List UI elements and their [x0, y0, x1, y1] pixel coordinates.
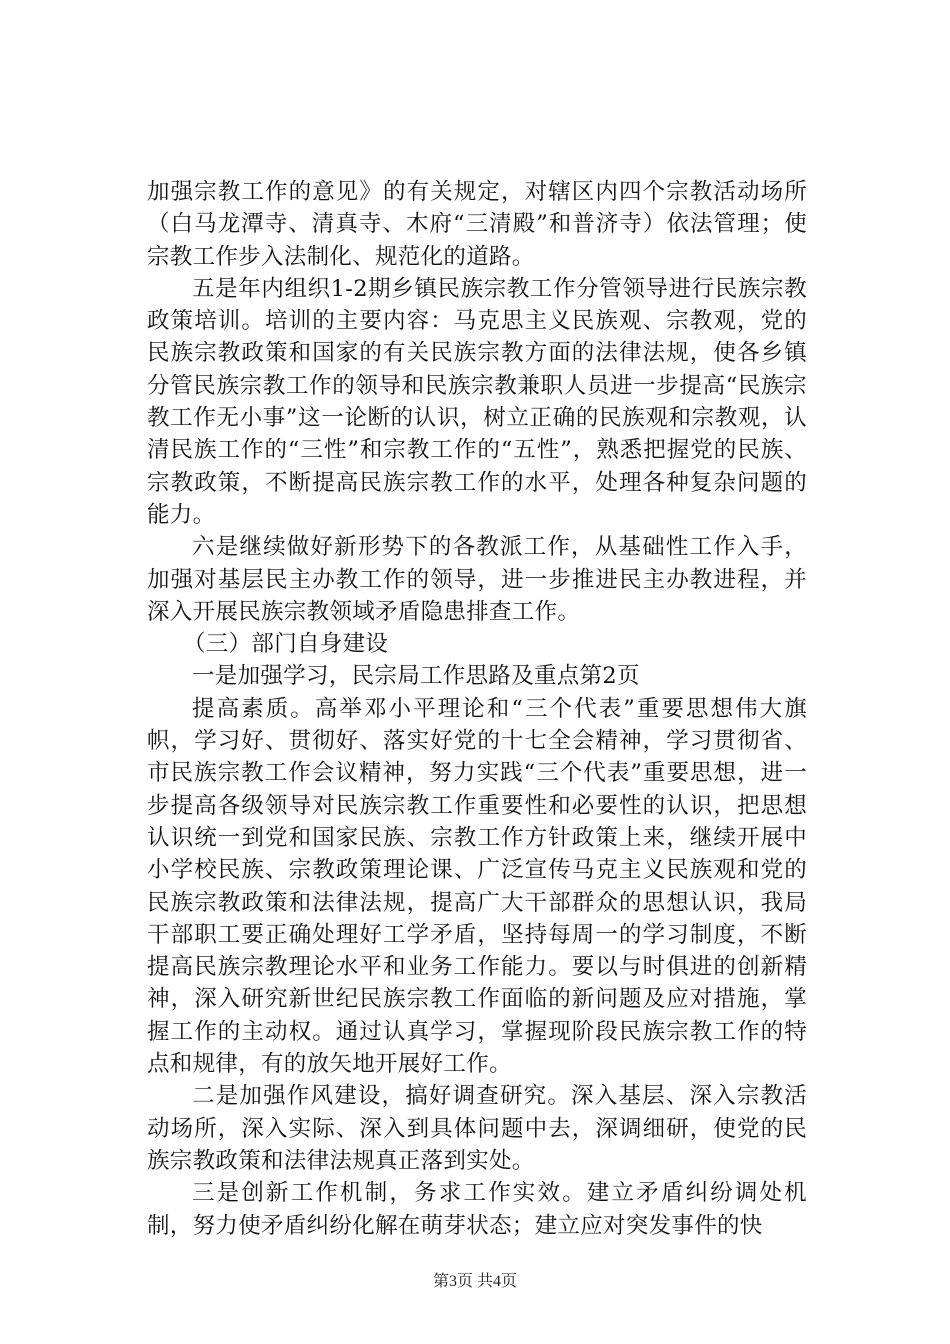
- paragraph-study: 提高素质。高举邓小平理论和“三个代表”重要思想伟大旗帜，学习好、贯彻好、落实好党的十七全会精神，学习贯彻省、市民族宗教工作会议精神，努力实践“三个代表”重要思想，进一步提高各级领导对民族宗教工作重要性和必要性的认识，把思想认识统一到党和国家民族、宗教工作方针政策上来，继续开展中小学校民族、宗教政策理论课、广泛宣传马克主义民族观和党的民族宗教政策和法律法规，提高广大干部群众的思想认识，我局干部职工要正确处理好工学矛盾，坚持每周一的学习制度，不断提高民族宗教理论水平和业务工作能力。要以与时俱进的创新精神，深入研究新世纪民族宗教工作面临的新问题及应对措施，掌握工作的主动权。通过认真学习，掌握现阶段民族宗教工作的特点和规律，有的放矢地开展好工作。: [147, 695, 807, 1078]
- paragraph-mechanism: 三是创新工作机制，务求工作实效。建立矛盾纠纷调处机制，努力使矛盾纠纷化解在萌芽状态；建立应对突发事件的快: [147, 1180, 807, 1239]
- document-body: [147, 176, 807, 1242]
- paragraph-style: 二是加强作风建设，搞好调查研究。深入基层、深入宗教活动场所，深入实际、深入到具体问题中去，深调细研，使党的民族宗教政策和法律法规真正落到实处。: [147, 1083, 807, 1174]
- paragraph-item-five: 五是年内组织1-2期乡镇民族宗教工作分管领导进行民族宗教政策培训。培训的主要内容：马克思主义民族观、宗教观，党的民族宗教政策和国家的有关民族宗教方面的法律法规，使各乡镇分管民族宗教工作的领导和民族宗教兼职人员进一步提高“民族宗教工作无小事”这一论断的认识，树立正确的民族观和宗教观，认清民族工作的“三性”和宗教工作的“五性”，熟悉把握党的民族、宗教政策，不断提高民族宗教工作的水平，处理各种复杂问题的能力。: [147, 275, 807, 528]
- paragraph-study-heading: 一是加强学习，民宗局工作思路及重点第2页: [192, 663, 640, 690]
- paragraph-continued: 加强宗教工作的意见》的有关规定，对辖区内四个宗教活动场所（白马龙潭寺、清真寺、木府“三清殿”和普济寺）依法管理；使宗教工作步入法制化、规范化的道路。: [147, 179, 807, 270]
- paragraph-item-six: 六是继续做好新形势下的各教派工作，从基础性工作入手，加强对基层民主办教工作的领导，进一步推进民主办教进程，并深入开展民族宗教领域矛盾隐患排查工作。: [147, 534, 807, 625]
- section-heading: （三）部门自身建设: [183, 631, 389, 658]
- page-footer: 第3页 共4页: [432, 1273, 517, 1290]
